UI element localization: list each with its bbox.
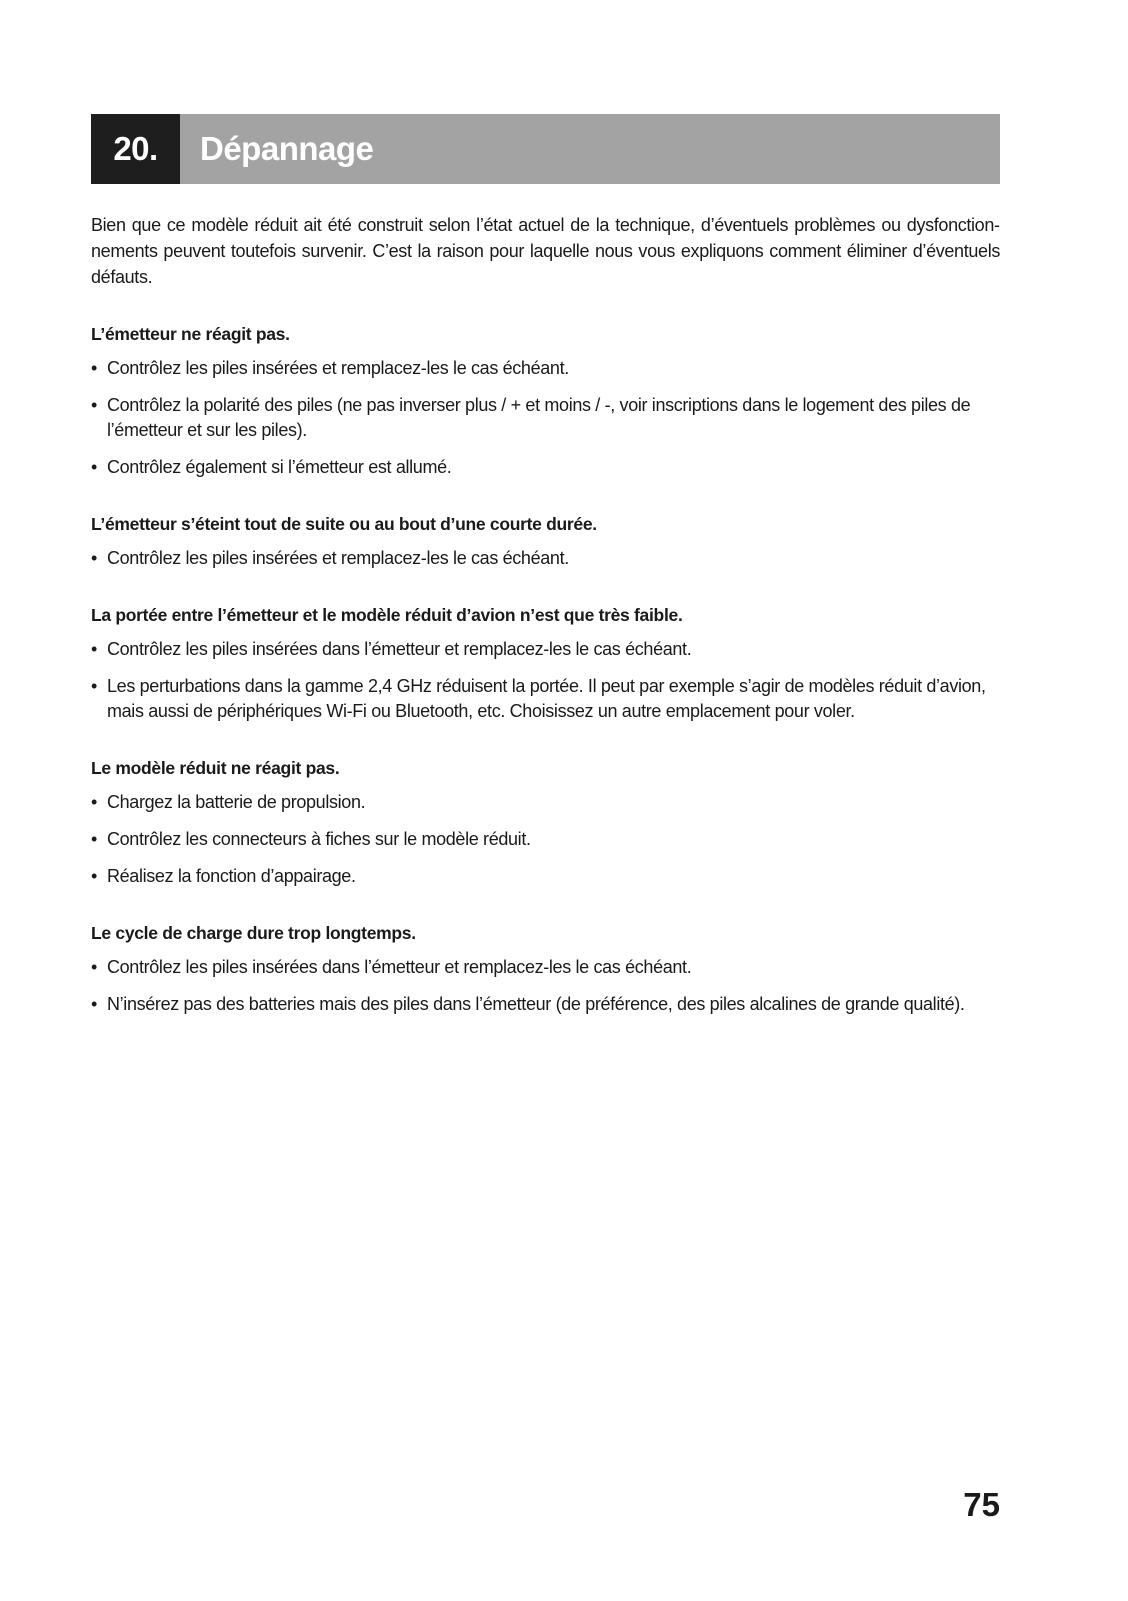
bullet-list bbox=[91, 356, 1000, 480]
bullet-list bbox=[91, 790, 1000, 889]
list-item bbox=[91, 992, 1000, 1017]
bullet-icon: • bbox=[91, 548, 97, 568]
section-transmitter-turns-off bbox=[91, 512, 1000, 571]
intro-paragraph: Bien que ce modèle réduit ait été construit selon l’état actuel de la technique, d’éventuels problèmes ou dysfonctionnements peuvent toutefois survenir. C’est la raison pour laquelle nous vous expliquons comment éliminer d’éventuels défauts. bbox=[91, 215, 1000, 287]
list-item-text: N’insérez pas des batteries mais des piles dans l’émetteur (de préférence, des piles alcalines de grande qualité). bbox=[107, 994, 965, 1014]
list-item-text: Chargez la batterie de propulsion. bbox=[107, 792, 366, 812]
troubleshooting-sections bbox=[91, 322, 1000, 1017]
list-item bbox=[91, 637, 1000, 662]
bullet-icon: • bbox=[91, 957, 97, 977]
section-heading: La portée entre l’émetteur et le modèle réduit d’avion n’est que très faible. bbox=[91, 605, 683, 625]
list-item bbox=[91, 955, 1000, 980]
bullet-icon: • bbox=[91, 676, 97, 696]
list-item bbox=[91, 790, 1000, 815]
section-header bbox=[91, 114, 1000, 184]
list-item bbox=[91, 827, 1000, 852]
list-item-text: Contrôlez les piles insérées et remplacez-les le cas échéant. bbox=[107, 548, 569, 568]
bullet-icon: • bbox=[91, 866, 97, 886]
list-item bbox=[91, 674, 1000, 724]
section-low-range bbox=[91, 603, 1000, 724]
bullet-list bbox=[91, 955, 1000, 1017]
bullet-icon: • bbox=[91, 994, 97, 1014]
section-charge-cycle bbox=[91, 921, 1000, 1017]
list-item bbox=[91, 393, 1000, 443]
section-heading: Le modèle réduit ne réagit pas. bbox=[91, 758, 340, 778]
list-item bbox=[91, 455, 1000, 480]
bullet-icon: • bbox=[91, 792, 97, 812]
list-item bbox=[91, 864, 1000, 889]
bullet-list bbox=[91, 546, 1000, 571]
page-content bbox=[91, 114, 1000, 1017]
section-heading: L’émetteur ne réagit pas. bbox=[91, 324, 290, 344]
list-item-text: Contrôlez également si l’émetteur est allumé. bbox=[107, 457, 452, 477]
bullet-icon: • bbox=[91, 395, 97, 415]
section-heading: Le cycle de charge dure trop longtemps. bbox=[91, 923, 416, 943]
bullet-icon: • bbox=[91, 829, 97, 849]
section-model-no-response bbox=[91, 756, 1000, 889]
section-number: 20. bbox=[91, 114, 180, 184]
page-number: 75 bbox=[963, 1486, 1000, 1523]
list-item-text: Contrôlez la polarité des piles (ne pas inverser plus / + et moins / -, voir inscriptions dans le logement des piles de l’émetteur et sur les piles). bbox=[107, 395, 971, 440]
list-item bbox=[91, 356, 1000, 381]
bullet-icon: • bbox=[91, 639, 97, 659]
section-heading: L’émetteur s’éteint tout de suite ou au bout d’une courte durée. bbox=[91, 514, 597, 534]
bullet-icon: • bbox=[91, 457, 97, 477]
section-transmitter-no-response bbox=[91, 322, 1000, 480]
list-item-text: Réalisez la fonction d’appairage. bbox=[107, 866, 356, 886]
bullet-list bbox=[91, 637, 1000, 724]
list-item bbox=[91, 546, 1000, 571]
list-item-text: Contrôlez les piles insérées et remplacez-les le cas échéant. bbox=[107, 358, 569, 378]
list-item-text: Les perturbations dans la gamme 2,4 GHz réduisent la portée. Il peut par exemple s’agir de modèles réduit d’avion, mais aussi de périphériques Wi-Fi ou Bluetooth, etc. Choisissez un autre emplacement pour voler. bbox=[107, 676, 986, 721]
bullet-icon: • bbox=[91, 358, 97, 378]
list-item-text: Contrôlez les piles insérées dans l’émetteur et remplacez-les le cas échéant. bbox=[107, 639, 692, 659]
section-title: Dépannage bbox=[180, 114, 1000, 184]
list-item-text: Contrôlez les piles insérées dans l’émetteur et remplacez-les le cas échéant. bbox=[107, 957, 692, 977]
list-item-text: Contrôlez les connecteurs à fiches sur le modèle réduit. bbox=[107, 829, 531, 849]
